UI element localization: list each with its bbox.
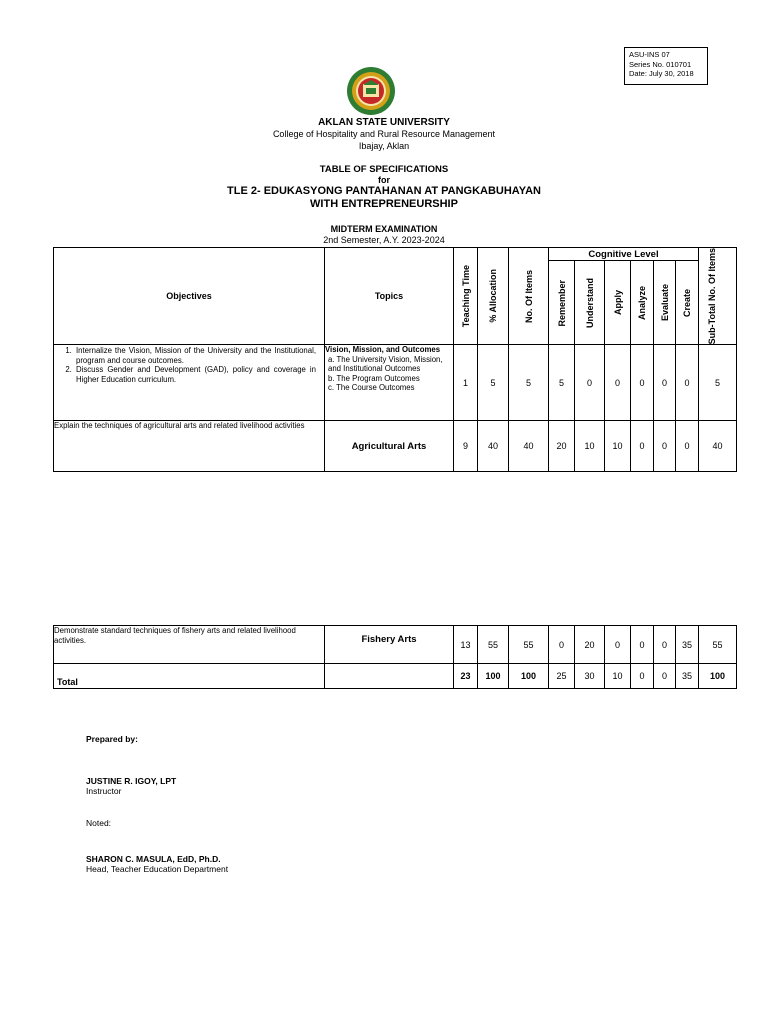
header-allocation: % Allocation [478,248,509,345]
value-cell: 10 [575,421,605,472]
doc-code: ASU-INS 07 [629,50,670,59]
value-cell: 40 [478,421,509,472]
objective-list [54,346,324,384]
header-teaching-time: Teaching Time [454,248,478,345]
total-value: 100 [509,664,549,689]
value-cell: 0 [575,345,605,421]
topic-item: b. The Program Outcomes [328,373,420,383]
value-cell: 0 [654,626,676,664]
list-item: 1. Internalize the Vision, Mission of the University and the Institutional, program and course outcomes. [74,346,316,365]
value-cell: 5 [549,345,575,421]
value-cell: 0 [631,626,654,664]
total-topic-cell [325,664,454,689]
value-cell: 13 [454,626,478,664]
college-name: College of Hospitality and Rural Resource Management [272,129,496,139]
table-row [54,345,737,421]
value-cell: 0 [631,345,654,421]
topic-item: c. The Course Outcomes [328,383,415,393]
prepared-by-label: Prepared by: [86,734,138,744]
total-value: 100 [699,664,737,689]
noter-title: Head, Teacher Education Department [86,864,229,874]
value-cell: 10 [605,421,631,472]
topic-title: Vision, Mission, and Outcomes [325,345,441,355]
table-row [54,421,737,472]
total-value: 0 [654,664,676,689]
document-code-box [624,47,708,85]
total-value: 35 [676,664,699,689]
topic-cell: Agricultural Arts [325,421,454,472]
header-subtotal: Sub-Total No. Of Items [699,248,737,345]
value-cell: 0 [654,421,676,472]
noter-name: SHARON C. MASULA, EdD, Ph.D. [86,854,221,864]
value-cell: 0 [549,626,575,664]
header-apply: Apply [605,261,631,345]
value-cell: 5 [509,345,549,421]
total-value: 23 [454,664,478,689]
value-cell: 55 [478,626,509,664]
total-value: 0 [631,664,654,689]
value-cell: 5 [478,345,509,421]
header-remember: Remember [549,261,575,345]
topic-item: a. The University Vision, Mission, and Institutional Outcomes [328,354,443,374]
total-row [54,664,737,689]
doc-series: Series No. 010701 [629,59,692,69]
subject-line-1: TLE 2- EDUKASYONG PANTAHANAN AT PANGKABUHAYAN [227,185,541,197]
objective-cell [54,345,325,421]
subject-title [0,185,768,211]
value-cell: 40 [509,421,549,472]
noted-label: Noted: [86,818,112,828]
header-understand: Understand [575,261,605,345]
value-cell: 0 [676,345,699,421]
topic-cell: Fishery Arts [325,626,454,664]
doc-date: Date: July 30, 2018 [629,69,694,78]
preparer-name: JUSTINE R. IGOY, LPT [86,776,177,786]
subject-line-2: WITH ENTREPRENEURSHIP [310,198,458,210]
specification-table-continued [53,625,737,689]
header-no-of-items: No. Of Items [509,248,549,345]
university-name: AKLAN STATE UNIVERSITY [318,117,450,128]
value-cell: 0 [605,626,631,664]
value-cell: 35 [676,626,699,664]
value-cell: 1 [454,345,478,421]
header-analyze: Analyze [631,261,654,345]
university-seal-logo [346,66,396,116]
value-cell: 0 [631,421,654,472]
value-cell: 20 [549,421,575,472]
location: Ibajay, Aklan [358,141,410,151]
preparer-title: Instructor [86,786,122,796]
header-cognitive-level: Cognitive Level [549,248,699,261]
value-cell: 5 [699,345,737,421]
semester: 2nd Semester, A.Y. 2023-2024 [323,235,445,245]
doc-title: TABLE OF SPECIFICATIONS [319,164,449,175]
value-cell: 20 [575,626,605,664]
total-value: 25 [549,664,575,689]
value-cell: 55 [699,626,737,664]
topic-cell [325,345,454,421]
specification-table [53,247,737,472]
total-value: 10 [605,664,631,689]
header-create: Create [676,261,699,345]
header-objectives: Objectives [54,248,325,345]
header-topics: Topics [325,248,454,345]
value-cell: 0 [654,345,676,421]
total-label: Total [54,664,325,689]
value-cell: 0 [605,345,631,421]
doc-for: for [378,175,390,185]
value-cell: 55 [509,626,549,664]
total-value: 100 [478,664,509,689]
objective-cell: Explain the techniques of agricultural arts and related livelihood activities [54,421,325,472]
value-cell: 9 [454,421,478,472]
value-cell: 0 [676,421,699,472]
objective-cell: Demonstrate standard techniques of fishery arts and related livelihood activities. [54,626,325,664]
header-evaluate: Evaluate [654,261,676,345]
table-row [54,626,737,664]
total-value: 30 [575,664,605,689]
value-cell: 40 [699,421,737,472]
list-item: 2. Discuss Gender and Development (GAD), policy and coverage in Higher Education curriculum. [74,365,316,384]
exam-title: MIDTERM EXAMINATION [330,224,438,234]
